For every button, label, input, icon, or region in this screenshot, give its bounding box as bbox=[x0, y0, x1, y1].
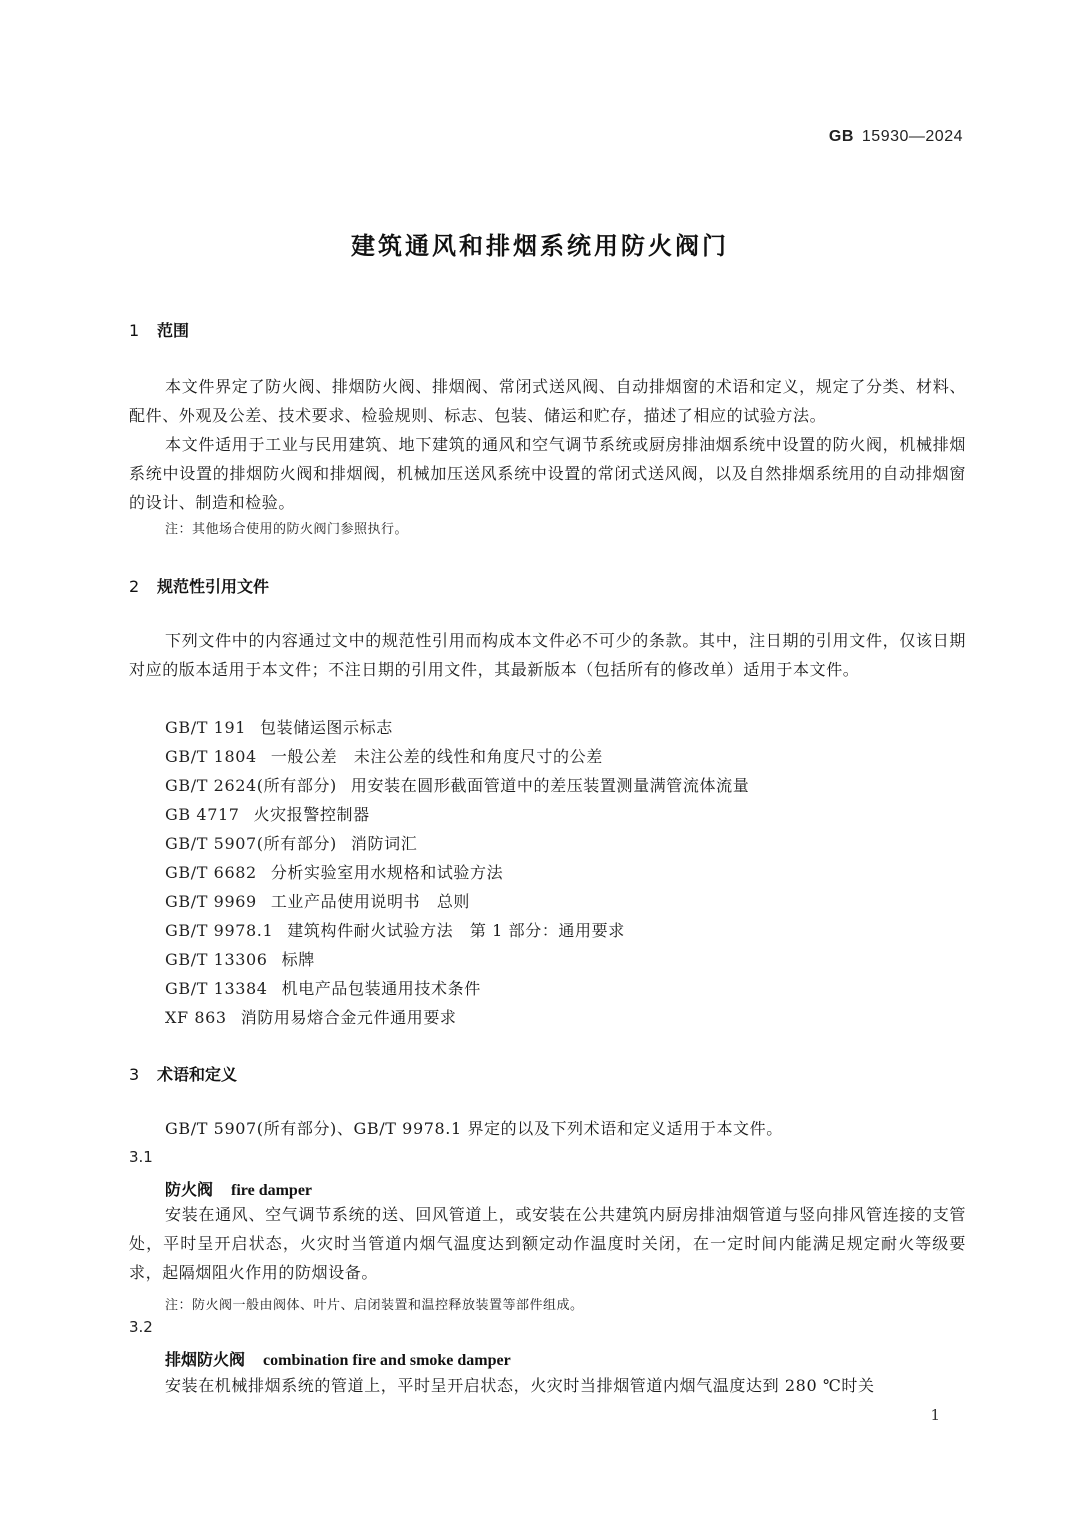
reference-title: 火灾报警控制器 bbox=[253, 805, 370, 824]
reference-code: GB/T 9969 bbox=[165, 892, 257, 911]
section-number: 2 bbox=[129, 577, 140, 596]
term-chinese: 排烟防火阀 bbox=[165, 1350, 246, 1369]
section-1-note: 注：其他场合使用的防火阀门参照执行。 bbox=[165, 522, 409, 537]
reference-title: 标牌 bbox=[281, 950, 315, 969]
section-number: 3 bbox=[129, 1065, 140, 1084]
reference-title: 消防用易熔合金元件通用要求 bbox=[240, 1008, 457, 1027]
reference-title: 机电产品包装通用技术条件 bbox=[281, 979, 481, 998]
reference-item bbox=[165, 800, 749, 829]
standard-code bbox=[829, 128, 963, 146]
reference-item bbox=[165, 742, 749, 771]
reference-item bbox=[165, 858, 749, 887]
section-3-paragraph-1: GB/T 5907(所有部分)、GB/T 9978.1 界定的以及下列术语和定义适用于本文件。 bbox=[165, 1119, 783, 1138]
reference-code: GB 4717 bbox=[165, 805, 240, 824]
reference-title: 用安装在圆形截面管道中的差压装置测量满管流体流量 bbox=[350, 776, 750, 795]
section-title: 范围 bbox=[157, 321, 190, 340]
reference-title: 包装储运图示标志 bbox=[260, 718, 393, 737]
reference-code: GB/T 191 bbox=[165, 718, 247, 737]
reference-code: XF 863 bbox=[165, 1008, 227, 1027]
reference-code: GB/T 2624(所有部分) bbox=[165, 776, 337, 795]
reference-code: GB/T 13306 bbox=[165, 950, 268, 969]
section-2-paragraph-1: 下列文件中的内容通过文中的规范性引用而构成本文件必不可少的条款。其中，注日期的引用文件，仅该日期对应的版本适用于本文件；不注日期的引用文件，其最新版本（包括所有的修改单）适用于本文件。 bbox=[129, 631, 966, 679]
reference-code: GB/T 13384 bbox=[165, 979, 268, 998]
section-1-paragraph-2: 本文件适用于工业与民用建筑、地下建筑的通风和空气调节系统或厨房排油烟系统中设置的防火阀，机械排烟系统中设置的排烟防火阀和排烟阀，机械加压送风系统中设置的常闭式送风阀，以及自然排烟系统用的自动排烟窗的设计、制造和检验。 bbox=[129, 435, 966, 512]
section-1-heading bbox=[129, 318, 189, 341]
reference-code: GB/T 5907(所有部分) bbox=[165, 834, 337, 853]
section-2-heading bbox=[129, 574, 269, 597]
section-3-heading bbox=[129, 1062, 237, 1085]
reference-item bbox=[165, 771, 749, 800]
reference-item bbox=[165, 974, 749, 1003]
reference-item bbox=[165, 887, 749, 916]
normative-reference-list bbox=[165, 713, 749, 1032]
term-definition: 安装在机械排烟系统的管道上，平时呈开启状态，火灾时当排烟管道内烟气温度达到 280 ℃时关 bbox=[165, 1376, 875, 1395]
section-number: 1 bbox=[129, 321, 140, 340]
reference-item bbox=[165, 945, 749, 974]
reference-code: GB/T 1804 bbox=[165, 747, 257, 766]
term-english: combination fire and smoke damper bbox=[263, 1352, 511, 1369]
reference-code: GB/T 9978.1 bbox=[165, 921, 274, 940]
reference-item bbox=[165, 1003, 749, 1032]
reference-title: 分析实验室用水规格和试验方法 bbox=[270, 863, 504, 882]
reference-item bbox=[165, 713, 749, 742]
term-definition: 安装在通风、空气调节系统的送、回风管道上，或安装在公共建筑内厨房排油烟管道与竖向排风管连接的支管处，平时呈开启状态，火灾时当管道内烟气温度达到额定动作温度时关闭，在一定时间内能满足规定耐火等级要求，起隔烟阻火作用的防烟设备。 bbox=[129, 1205, 966, 1282]
clause-number: 3.1 bbox=[129, 1148, 153, 1166]
section-title: 术语和定义 bbox=[157, 1065, 238, 1084]
standard-number: 15930—2024 bbox=[861, 128, 963, 145]
page-number: 1 bbox=[930, 1406, 940, 1424]
section-1-paragraph-1: 本文件界定了防火阀、排烟防火阀、排烟阀、常闭式送风阀、自动排烟窗的术语和定义，规定了分类、材料、配件、外观及公差、技术要求、检验规则、标志、包装、储运和贮存，描述了相应的试验方法。 bbox=[129, 377, 966, 425]
term-heading bbox=[165, 1177, 312, 1200]
document-title: 建筑通风和排烟系统用防火阀门 bbox=[351, 232, 729, 260]
reference-title: 消防词汇 bbox=[350, 834, 418, 853]
clause-number: 3.2 bbox=[129, 1318, 153, 1336]
reference-title: 一般公差 未注公差的线性和角度尺寸的公差 bbox=[270, 747, 603, 766]
reference-title: 工业产品使用说明书 总则 bbox=[270, 892, 471, 911]
standard-prefix: GB bbox=[828, 128, 854, 145]
section-title: 规范性引用文件 bbox=[157, 577, 270, 596]
reference-item bbox=[165, 829, 749, 858]
reference-code: GB/T 6682 bbox=[165, 863, 257, 882]
term-note: 注：防火阀一般由阀体、叶片、启闭装置和温控释放装置等部件组成。 bbox=[165, 1298, 584, 1313]
reference-item bbox=[165, 916, 749, 945]
term-chinese: 防火阀 bbox=[165, 1180, 214, 1199]
term-english: fire damper bbox=[231, 1182, 313, 1199]
term-heading bbox=[165, 1347, 511, 1370]
reference-title: 建筑构件耐火试验方法 第 1 部分：通用要求 bbox=[287, 921, 625, 940]
